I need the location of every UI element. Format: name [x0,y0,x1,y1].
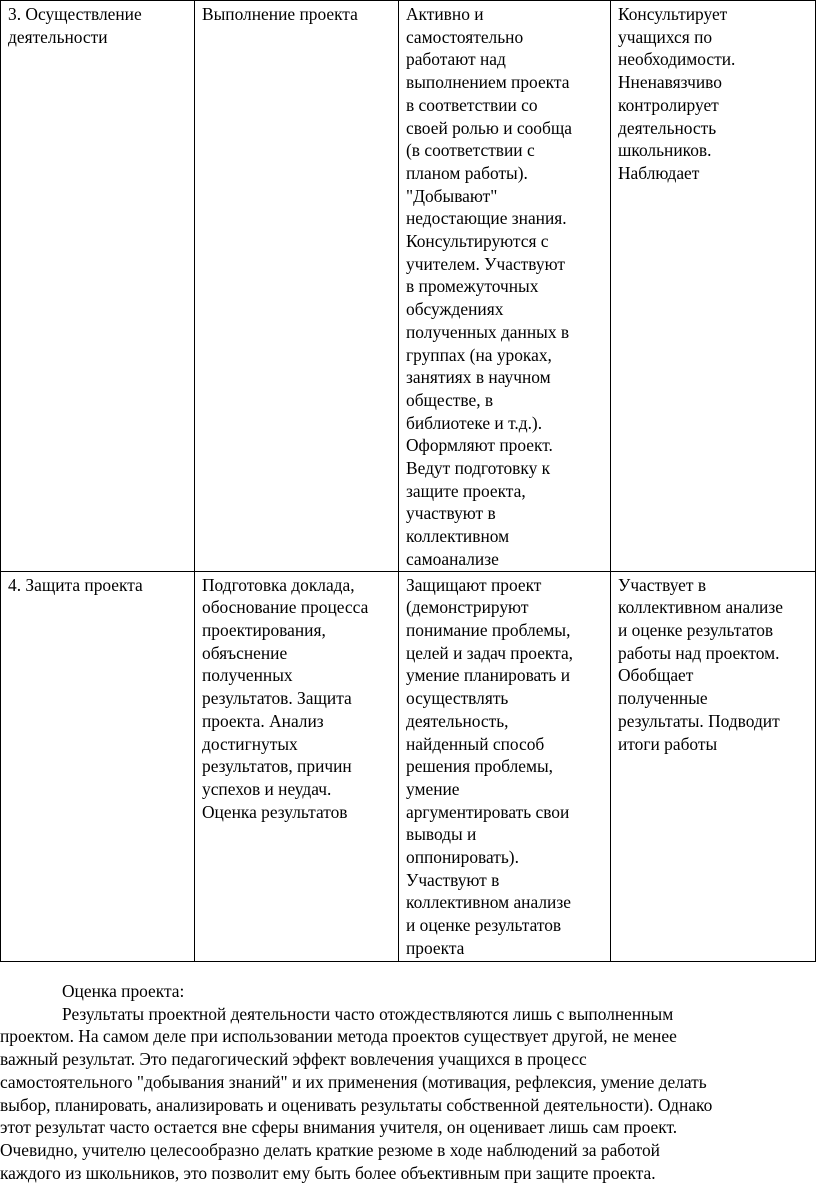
cell-text-line: успехов и неудач. [202,778,332,799]
stage-cell [1,1,195,572]
paragraph-line: Очевидно, учителю целесообразно делать краткие резюме в ходе наблюдений за работой [0,1139,660,1160]
cell-text-line: коллективном анализе [618,597,783,618]
cell-text-line: Защищают проект [406,574,542,595]
cell-text-line: итоги работы [618,733,718,754]
cell-text-line: обяъснение [202,642,288,663]
cell-text-line: коллективном анализе [406,892,571,913]
cell-text-line: умение планировать и [406,665,571,686]
cell-text-line: своей ролью и сообща [406,117,572,138]
cell-text-line: работают над [406,49,506,70]
cell-text-line: результатов. Защита [202,688,352,709]
cell-text-line: в соответствии со [406,94,538,115]
paragraph-line: проектом. На самом деле при использовании метода проектов существует другой, не менее [0,1026,677,1047]
cell-text-line: Участвует в [618,574,707,595]
cell-text-line: выполнением проекта [406,72,570,93]
cell-text-line: контролирует [618,94,719,115]
cell-text-line: Наблюдает [618,162,700,183]
student-activity-cell [399,571,611,961]
cell-text-line: проектирования, [202,619,326,640]
cell-text-line: обществе, в [406,389,494,410]
cell-text-line: Подготовка доклада, [202,574,355,595]
cell-text-line: и оценке результатов [406,915,562,936]
paragraph-line: выбор, планировать, анализировать и оценивать результаты собственной деятельности). Однако [0,1094,713,1115]
stage-cell [1,571,195,961]
cell-text-line: 4. Защита проекта [8,574,143,595]
cell-text-line: работы над проектом. [618,642,780,663]
cell-text-line: занятиях в научном [406,367,551,388]
teacher-activity-cell [611,1,816,572]
student-task-cell [195,1,399,572]
cell-text-line: целей и задач проекта, [406,642,574,663]
cell-text-line: полученных данных в [406,321,570,342]
cell-text-line: группах (на уроках, [406,344,552,365]
cell-text-line: (демонстрируют [406,597,529,618]
table-row [1,571,816,961]
cell-text-line: защите проекта, [406,480,526,501]
cell-text-line: аргументировать свои [406,801,570,822]
table-body [1,1,816,962]
cell-text-line: обсуждениях [406,299,504,320]
cell-text-line: оппонировать). [406,847,519,868]
cell-text-line: необходимости. [618,49,736,70]
cell-text-line: деятельности [8,26,108,47]
table-row [1,1,816,572]
cell-text-line: достигнутых [202,733,298,754]
cell-text-line: Участвуют в [406,869,500,890]
paragraph-line: этот результат часто остается вне сферы внимания учителя, он оценивает лишь сам проект. [0,1117,678,1138]
cell-text-line: коллективном [406,526,510,547]
cell-text-line: участвуют в [406,503,496,524]
cell-text-line: Обобщает [618,665,694,686]
cell-text-line: самостоятельно [406,26,524,47]
cell-text-line: результаты. Подводит [618,710,780,731]
cell-text-line: понимание проблемы, [406,619,571,640]
cell-text-line: 3. Осуществление [8,4,142,24]
cell-text-line: Нненавязчиво [618,72,722,93]
cell-text-line: проекта. Анализ [202,710,324,731]
cell-text-line: найденный способ [406,733,545,754]
cell-text-line: проекта [406,937,465,958]
cell-text-line: учащихся по [618,26,713,47]
cell-text-line: самоанализе [406,548,499,569]
cell-text-line: решения проблемы, [406,756,554,777]
paragraph-line: самостоятельного "добывания знаний" и их применения (мотивация, рефлексия, умение делать [0,1071,707,1092]
cell-text-line: в промежуточных [406,276,539,297]
cell-text-line: учителем. Участвуют [406,253,565,274]
cell-text-line: Ведут подготовку к [406,458,551,479]
cell-text-line: (в соответствии с [406,140,535,161]
cell-text-line: Оценка результатов [202,801,348,822]
cell-text-line: Консультирует [618,4,728,24]
cell-text-line: деятельность, [406,710,509,731]
cell-text-line: осуществлять [406,688,509,709]
cell-text-line: недостающие знания. [406,208,567,229]
cell-text-line: планом работы). [406,162,528,183]
cell-text-line: полученных [202,665,293,686]
cell-text-line: и оценке результатов [618,619,774,640]
cell-text-line: результатов, причин [202,756,352,777]
section-paragraph [0,1003,816,1185]
paragraph-line: каждого из школьников, это позволит ему быть более объективным при защите проекта. [0,1162,656,1183]
cell-text-line: обоснование процесса [202,597,369,618]
teacher-activity-cell [611,571,816,961]
cell-text-line: Консультируются с [406,231,549,252]
evaluation-section [0,980,816,1184]
student-activity-cell [399,1,611,572]
cell-text-line: выводы и [406,824,477,845]
section-heading: Оценка проекта: [62,981,185,1001]
cell-text-line: "Добывают" [406,185,498,206]
student-task-cell [195,571,399,961]
cell-text-line: деятельность [618,117,717,138]
cell-text-line: Активно и [406,4,484,24]
cell-text-line: Оформляют проект. [406,435,553,456]
cell-text-line: библиотеке и т.д.). [406,412,543,433]
paragraph-line: Результаты проектной деятельности часто отождествляются лишь с выполненным [62,1003,674,1024]
cell-text-line: Выполнение проекта [202,4,358,24]
cell-text-line: умение [406,778,460,799]
cell-text-line: школьников. [618,140,712,161]
paragraph-line: важный результат. Это педагогический эффект вовлечения учащихся в процесс [0,1049,587,1070]
cell-text-line: полученные [618,688,708,709]
